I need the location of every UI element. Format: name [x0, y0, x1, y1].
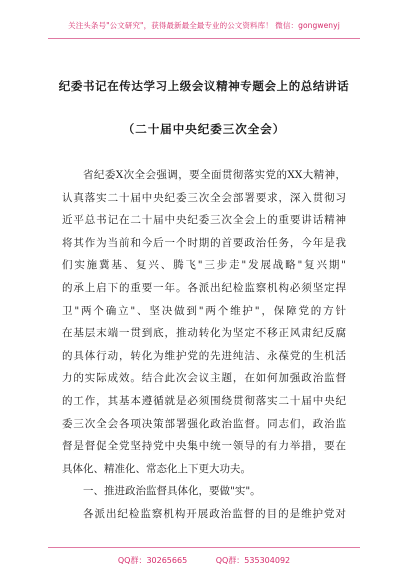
body-line: 的工作，其基本遵循就是必须围绕贯彻落实二十届中央纪 — [62, 394, 346, 407]
body-line: 各派出纪检监察机构开展政治监督的目的是维护党对 — [83, 507, 346, 520]
footer-qq-group-2: QQ群：535304092 — [215, 556, 291, 565]
section-heading: 一、推进政治监督具体化，要做"实"。 — [83, 485, 261, 498]
body-line: 的具体行动，转化为维护党的先进纯洁、永葆党的生机活 — [62, 349, 346, 362]
body-line: 省纪委X次全会强调，要全面贯彻落实党的XX大精神， — [83, 169, 346, 181]
body-line: 卫"两个确立"、坚决做到"两个维护"，保障党的方针 — [62, 304, 346, 317]
footer-divider — [48, 547, 360, 548]
body-line: 督是督促全党坚持党中央集中统一领导的有力举措，要在 — [62, 440, 346, 453]
body-line: 将其作为当前和今后一个时期的首要政治任务，今年是我 — [62, 236, 346, 249]
body-line: 认真落实二十届中央纪委三次全会部署要求，深入贯彻习 — [62, 191, 346, 204]
document-title: 纪委书记在传达学习上级会议精神专题会上的总结讲话 — [58, 79, 350, 93]
body-line: 近平总书记在二十届中央纪委三次全会上的重要讲话精神 — [62, 214, 346, 227]
header-divider — [48, 38, 360, 39]
body-line: 们实施冀基、复兴、腾飞"三步走"发展战略"复兴期" — [62, 259, 346, 272]
header-banner: 关注头条号"公文研究"，获得最新最全最专业的公文资料库！ 微信：gongwenyj — [68, 21, 340, 30]
body-line: 委三次全会各项决策部署强化政治监督。同志们，政治监 — [62, 417, 346, 430]
body-line: 力的实际成效。结合此次会议主题，在如何加强政治监督 — [62, 372, 346, 385]
document-body — [62, 164, 346, 526]
body-line: 的承上启下的重要一年。各派出纪检监察机构必须坚定捍 — [62, 281, 346, 294]
body-line: 在基层末端一贯到底，推动转化为坚定不移正风肃纪反腐 — [62, 327, 346, 340]
footer-qq-group-1: QQ群：30265665 — [117, 556, 188, 565]
document-subtitle: （二十届中央纪委三次全会） — [122, 122, 286, 136]
body-line: 具体化、精准化、常态化上下更大功夫。 — [62, 462, 251, 475]
footer — [0, 555, 408, 566]
